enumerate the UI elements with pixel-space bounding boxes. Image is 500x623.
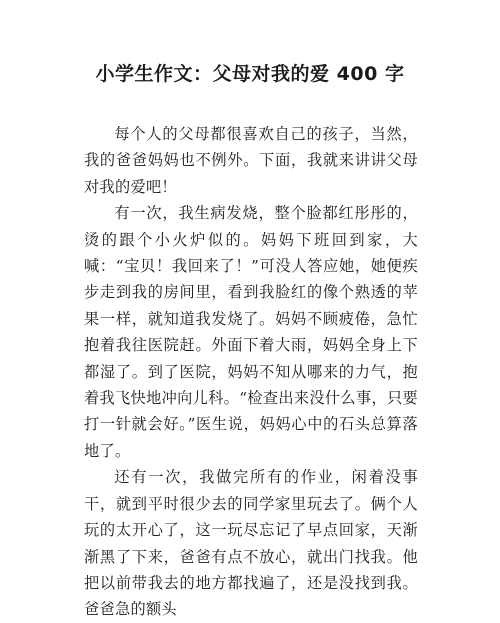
paragraph-illness-story: 有一次，我生病发烧，整个脸都红彤彤的，烫的跟个小火炉似的。妈妈下班回到家，大喊：“宝贝！我回来了！”可没人答应她，她便疾步走到我的房间里，看到我脸红的像个熟透的苹果一样，就知道我发烧了。妈妈不顾疲倦，急忙抱着我往医院赶。外面下着大雨，妈妈全身上下都湿了。到了医院，妈妈不知从哪来的力气，抱着我飞快地冲向儿科。“检查出来没什么事，只要打一针就会好。”医生说，妈妈心中的石头总算落地了。 xyxy=(84,204,418,460)
document-title: 小学生作文：父母对我的爱 400 字 xyxy=(95,63,405,85)
paragraph-intro: 每个人的父母都很喜欢自己的孩子，当然，我的爸爸妈妈也不例外。下面，我就来讲讲父母对我的爱吧！ xyxy=(84,125,418,196)
paragraph-late-home-story: 还有一次，我做完所有的作业，闲着没事干，就到平时很少去的同学家里玩去了。俩个人玩的太开心了，这一玩尽忘记了早点回家，天渐渐黑了下来，爸爸有点不放心，就出门找我。他把以前带我去的地方都找遍了，还是没找到我。爸爸急的额头 xyxy=(84,468,418,619)
document-body xyxy=(84,121,418,623)
